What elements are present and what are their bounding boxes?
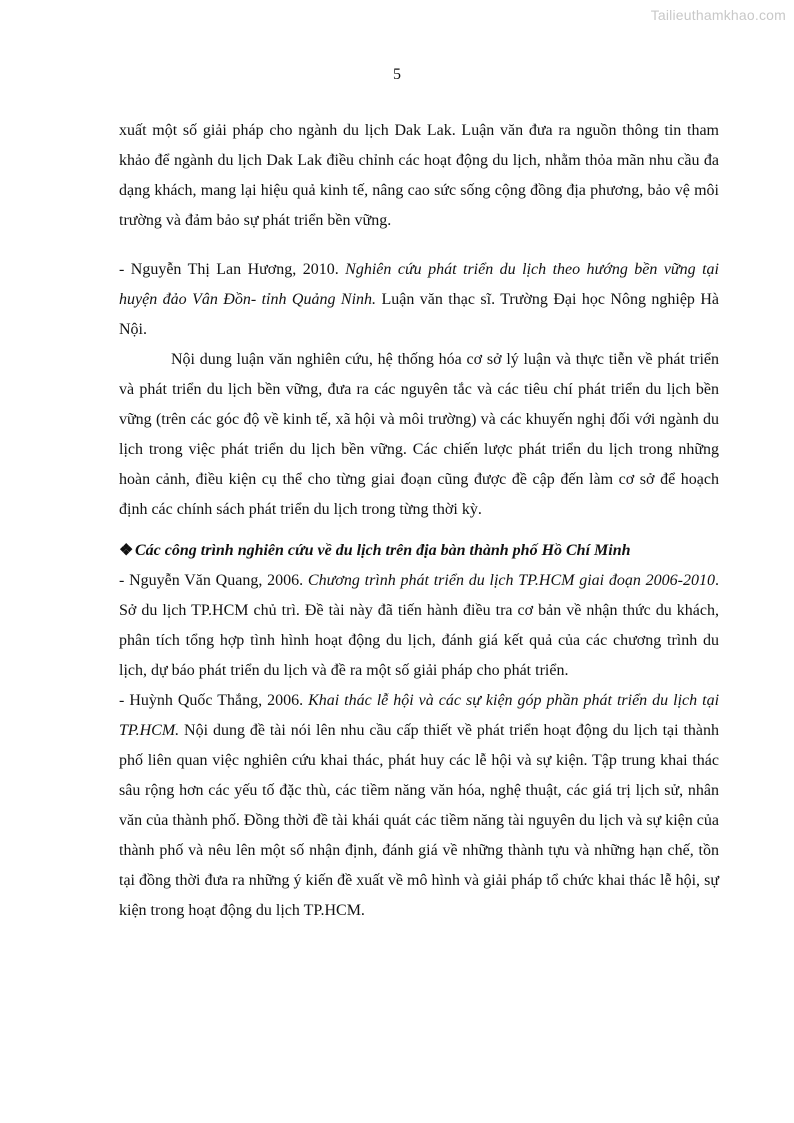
watermark: Tailieuthamkhao.com bbox=[650, 7, 786, 23]
reference-nguyen-van-quang bbox=[119, 566, 719, 686]
reference-description: Nội dung luận văn nghiên cứu, hệ thống hóa cơ sở lý luận và thực tiễn về phát triển và phát triển du lịch bền vững, đưa ra các nguyên tắc và các tiêu chí phát triển du lịch bền vững (trên các góc độ về kinh tế, xã hội và môi trường) và các khuyến nghị đối với ngành du lịch trong việc phát triển du lịch bền vững. Các chiến lược phát triển du lịch trong những hoàn cảnh, điều kiện cụ thể cho từng giai đoạn cũng được đề cập đến làm cơ sở để hoạch định các chính sách phát triển du lịch trong từng thời kỳ. bbox=[119, 351, 719, 518]
intro-paragraph: xuất một số giải pháp cho ngành du lịch Dak Lak. Luận văn đưa ra nguồn thông tin tham khảo để ngành du lịch Dak Lak điều chỉnh các hoạt động du lịch, nhằm thỏa mãn nhu cầu đa dạng khách, mang lại hiệu quả kinh tế, nâng cao sức sống cộng đồng địa phương, bảo vệ môi trường và đảm bảo sự phát triển bền vững. bbox=[119, 122, 719, 229]
reference-title: Nghiên cứu phát triển du lịch theo hướng bền vững tại huyện đảo Vân Đồn- tỉnh Quảng Ninh. bbox=[119, 261, 719, 308]
reference-nguyen-thi-lan-huong bbox=[119, 255, 719, 345]
reference-tail: Luận văn thạc sĩ. Trường Đại học Nông nghiệp Hà Nội. bbox=[119, 291, 720, 338]
page-number: 5 bbox=[393, 66, 401, 83]
section-heading-text: Các công trình nghiên cứu về du lịch trên địa bàn thành phố Hồ Chí Minh bbox=[135, 542, 631, 559]
section-heading bbox=[119, 536, 719, 566]
page-body bbox=[119, 116, 719, 926]
reference-title: Chương trình phát triển du lịch TP.HCM giai đoạn 2006-2010 bbox=[307, 572, 716, 589]
diamond-bullet-icon: ❖ bbox=[119, 542, 134, 559]
reference-title: Khai thác lễ hội và các sự kiện góp phần phát triển du lịch tại TP.HCM. bbox=[119, 692, 720, 739]
reference-tail: . Sở du lịch TP.HCM chủ trì. Đề tài này đã tiến hành điều tra cơ bản về nhận thức du khách, phân tích tổng hợp tình hình hoạt động du lịch, đánh giá kết quả của các chương trình du lịch, dự báo phát triển du lịch và đề ra một số giải pháp cho phát triển. bbox=[119, 572, 720, 679]
reference-huynh-quoc-thang bbox=[119, 686, 719, 926]
reference-lead: - Nguyễn Văn Quang, 2006. bbox=[119, 572, 308, 589]
reference-lead: - Nguyễn Thị Lan Hương, 2010. bbox=[119, 261, 346, 278]
reference-lead: - Huỳnh Quốc Thắng, 2006. bbox=[119, 692, 309, 709]
reference-tail: Nội dung đề tài nói lên nhu cầu cấp thiết về phát triển hoạt động du lịch tại thành phố liên quan việc nghiên cứu khai thác, phát huy các lễ hội và sự kiện. Tập trung khai thác sâu rộng hơn các yếu tố đặc thù, các tiềm năng văn hóa, nghệ thuật, các giá trị lịch sử, nhân văn của thành phố. Đồng thời đề tài khái quát các tiềm năng tài nguyên du lịch và sự kiện của thành phố và nêu lên một số nhận định, đánh giá về những thành tựu và những hạn chế, tồn tại đồng thời đưa ra những ý kiến đề xuất về mô hình và giải pháp tổ chức khai thác lễ hội, sự kiện trong hoạt động du lịch TP.HCM. bbox=[119, 722, 719, 919]
